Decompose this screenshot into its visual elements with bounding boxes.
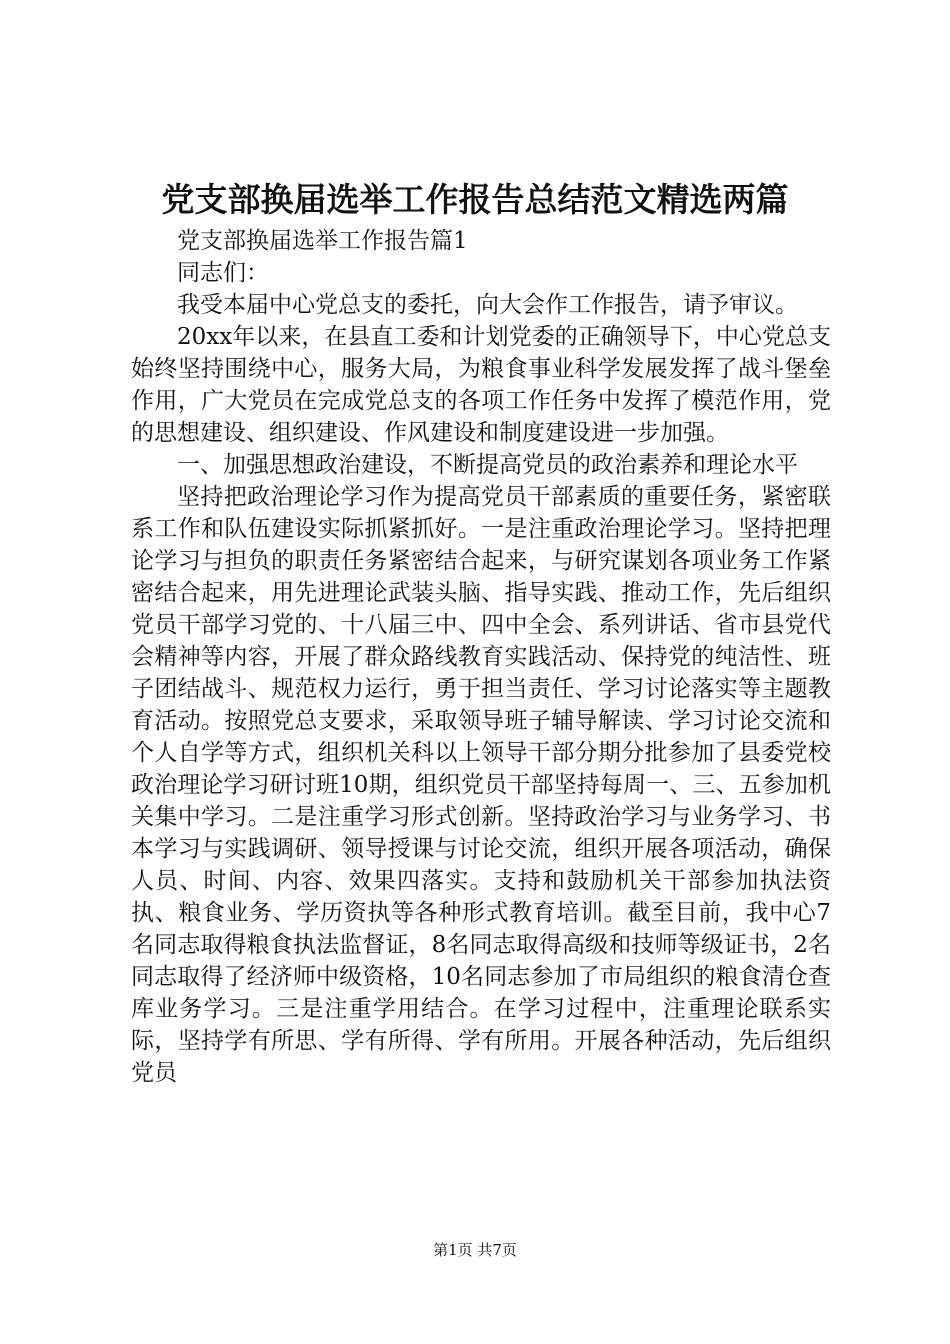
subsection-heading: 一、加强思想政治建设，不断提高党员的政治素养和理论水平 [177, 452, 798, 478]
paragraph: 20xx年以来，在县直工委和计划党委的正确领导下，中心党总支始终坚持围绕中心，服务大局，为粮食事业科学发展发挥了战斗堡垒作用，广大党员在完成党总支的各项工作任务中发挥了模范作用，党的思想建设、组织建设、作风建设和制度建设进一步加强。 [131, 324, 831, 446]
paragraph: 我受本届中心党总支的委托，向大会作工作报告，请予审议。 [177, 292, 798, 318]
document-title: 党支部换届选举工作报告总结范文精选两篇 [161, 180, 789, 219]
section-heading: 党支部换届选举工作报告篇1 [177, 228, 468, 254]
salutation: 同志们： [177, 260, 269, 286]
document-body [131, 225, 831, 1089]
page-footer: 第1页 共7页 [433, 1241, 517, 1259]
paragraph: 坚持把政治理论学习作为提高党员干部素质的重要任务，紧密联系工作和队伍建设实际抓紧抓好。一是注重政治理论学习。坚持把理论学习与担负的职责任务紧密结合起来，与研究谋划各项业务工作紧密结合起来，用先进理论武装头脑、指导实践、推动工作，先后组织党员干部学习党的、十八届三中、四中全会、系列讲话、省市县党代会精神等内容，开展了群众路线教育实践活动、保持党的纯洁性、班子团结战斗、规范权力运行，勇于担当责任、学习讨论落实等主题教育活动。按照党总支要求，采取领导班子辅导解读、学习讨论交流和个人自学等方式，组织机关科以上领导干部分期分批参加了县委党校政治理论学习研讨班10期，组织党员干部坚持每周一、三、五参加机关集中学习。二是注重学习形式创新。坚持政治学习与业务学习、书本学习与实践调研、领导授课与讨论交流，组织开展各项活动，确保人员、时间、内容、效果四落实。支持和鼓励机关干部参加执法资执、粮食业务、学历资执等各种形式教育培训。截至目前，我中心7名同志取得粮食执法监督证，8名同志取得高级和技师等级证书，2名同志取得了经济师中级资格，10名同志参加了市局组织的粮食清仓查库业务学习。三是注重学用结合。在学习过程中，注重理论联系实际，坚持学有所思、学有所得、学有所用。开展各种活动，先后组织党员 [131, 484, 831, 1086]
